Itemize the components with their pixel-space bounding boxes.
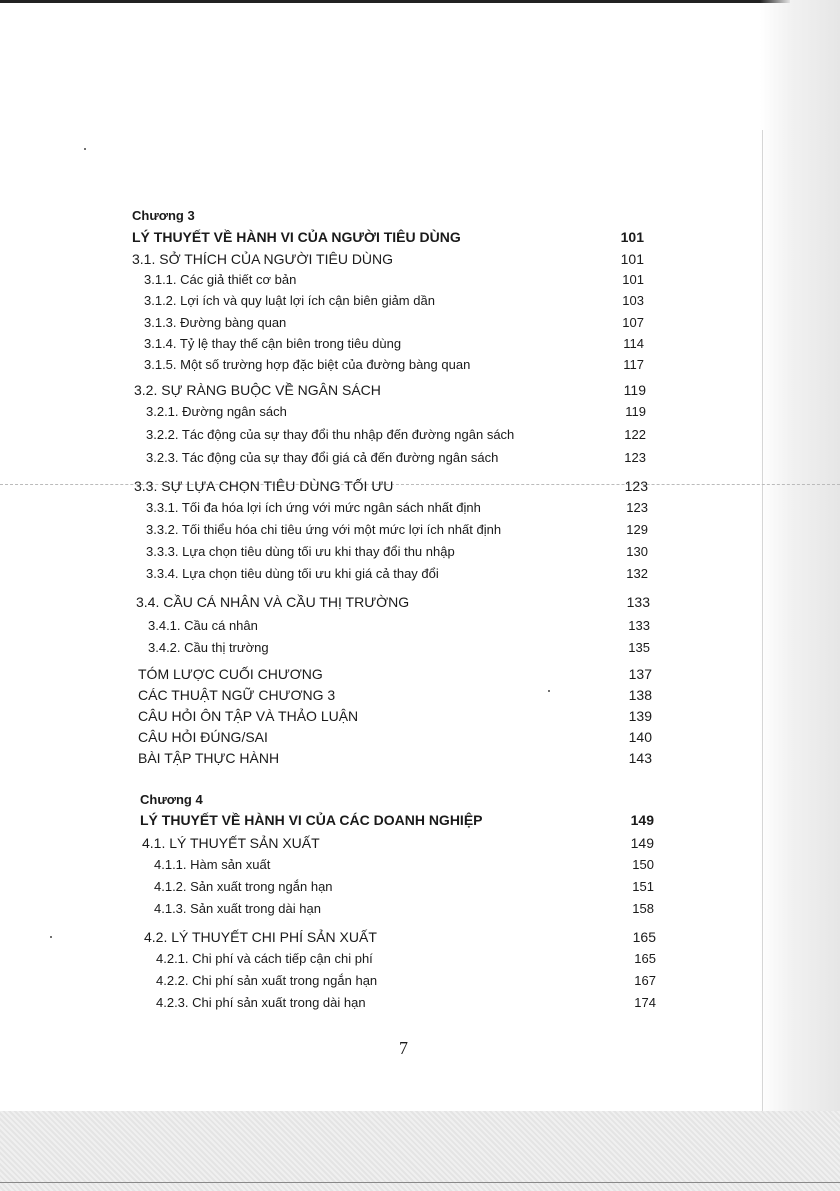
toc-section-row [138, 749, 652, 767]
toc-entry-title: CÂU HỎI ÔN TẬP VÀ THẢO LUẬN [138, 708, 359, 724]
toc-entry-page: 167 [634, 973, 656, 988]
toc-entry-title: 4.2. LÝ THUYẾT CHI PHÍ SẢN XUẤT [144, 929, 377, 945]
toc-entry-title: 4.1. LÝ THUYẾT SẢN XUẤT [142, 835, 320, 851]
chapter-4-title-page: 149 [630, 812, 654, 828]
toc-subsection-row [146, 426, 646, 444]
toc-entry-page: 119 [625, 404, 646, 419]
toc-entry-page: 122 [624, 427, 646, 442]
toc-entry-title: 3.3.3. Lựa chọn tiêu dùng tối ưu khi thay đổi thu nhập [146, 544, 455, 559]
toc-entry-page: 151 [632, 879, 654, 894]
toc-entry-page: 138 [628, 687, 652, 703]
toc-entry-title: 4.2.1. Chi phí và cách tiếp cận chi phí [156, 951, 373, 966]
toc-subsection-row [148, 639, 650, 657]
toc-entry-title: 3.2.2. Tác động của sự thay đổi thu nhập đến đường ngân sách [146, 427, 515, 442]
toc-subsection-row [144, 292, 644, 310]
toc-entry-page: 130 [626, 544, 648, 559]
toc-entry-page: 101 [622, 272, 644, 287]
toc-entry-page: 132 [626, 566, 648, 581]
toc-entry-title: 3.2.1. Đường ngân sách [146, 404, 287, 419]
chapter-3-title-row [132, 228, 644, 246]
toc-subsection-row [146, 449, 646, 467]
toc-entry-page: 135 [628, 640, 650, 655]
toc-entry-page: 174 [634, 995, 656, 1010]
chapter-3-title-page: 101 [620, 229, 644, 245]
toc-section-row [134, 477, 648, 495]
toc-entry-title: 3.4. CẦU CÁ NHÂN VÀ CẦU THỊ TRƯỜNG [136, 594, 410, 610]
toc-entry-title: 3.4.2. Cầu thị trường [148, 640, 269, 655]
scan-bottom-margin [0, 1111, 840, 1191]
toc-subsection-row [144, 356, 644, 374]
toc-entry-page: 133 [628, 618, 650, 633]
scan-edge-line [762, 130, 763, 1130]
scan-speck [84, 148, 86, 150]
page-number: 7 [399, 1038, 408, 1058]
toc-section-row [144, 928, 656, 946]
toc-entry-page: 101 [620, 251, 644, 267]
toc-entry-title: 3.3.2. Tối thiểu hóa chi tiêu ứng với một mức lợi ích nhất định [146, 522, 502, 537]
toc-section-row [136, 593, 650, 611]
toc-entry-title: 3.2.3. Tác động của sự thay đổi giá cả đến đường ngân sách [146, 450, 499, 465]
toc-subsection-row [144, 314, 644, 332]
toc-section-row [134, 381, 646, 399]
toc-entry-title: 3.3. SỰ LỰA CHỌN TIÊU DÙNG TỐI ƯU [134, 478, 394, 494]
toc-subsection-row [156, 972, 656, 990]
toc-entry-page: 123 [624, 450, 646, 465]
toc-entry-title: 4.2.2. Chi phí sản xuất trong ngắn hạn [156, 973, 378, 988]
toc-section-row [132, 250, 644, 268]
chapter-4-title: LÝ THUYẾT VỀ HÀNH VI CỦA CÁC DOANH NGHIỆP [140, 812, 483, 828]
toc-subsection-row [146, 521, 648, 539]
toc-entry-title: 4.1.1. Hàm sản xuất [154, 857, 271, 872]
toc-entry-title: 3.3.4. Lựa chọn tiêu dùng tối ưu khi giá cả thay đổi [146, 566, 439, 581]
toc-subsection-row [156, 994, 656, 1012]
toc-subsection-row [146, 565, 648, 583]
toc-entry-title: 3.1.5. Một số trường hợp đặc biệt của đường bàng quan [144, 357, 471, 372]
toc-entry-page: 129 [626, 522, 648, 537]
toc-entry-title: 4.2.3. Chi phí sản xuất trong dài hạn [156, 995, 366, 1010]
toc-entry-page: 107 [622, 315, 644, 330]
toc-entry-title: 3.4.1. Cầu cá nhân [148, 618, 258, 633]
toc-subsection-row [144, 271, 644, 289]
toc-subsection-row [148, 617, 650, 635]
toc-entry-page: 150 [632, 857, 654, 872]
toc-subsection-row [146, 499, 648, 517]
toc-entry-page: 158 [632, 901, 654, 916]
toc-entry-page: 114 [623, 336, 644, 351]
toc-entry-title: 3.2. SỰ RÀNG BUỘC VỀ NGÂN SÁCH [134, 382, 381, 398]
toc-entry-page: 139 [628, 708, 652, 724]
chapter-3-label: Chương 3 [132, 208, 195, 223]
toc-entry-page: 133 [626, 594, 650, 610]
chapter-4-title-row [140, 811, 654, 829]
toc-entry-page: 140 [628, 729, 652, 745]
toc-subsection-row [154, 856, 654, 874]
toc-subsection-row [146, 543, 648, 561]
chapter-3-title: LÝ THUYẾT VỀ HÀNH VI CỦA NGƯỜI TIÊU DÙNG [132, 229, 461, 245]
toc-entry-page: 103 [622, 293, 644, 308]
toc-section-row [138, 728, 652, 746]
toc-subsection-row [144, 335, 644, 353]
toc-section-row [138, 707, 652, 725]
toc-entry-title: BÀI TẬP THỰC HÀNH [138, 750, 280, 766]
toc-entry-title: 3.1.3. Đường bàng quan [144, 315, 287, 330]
toc-entry-title: 3.1. SỞ THÍCH CỦA NGƯỜI TIÊU DÙNG [132, 251, 394, 267]
scan-bottom-line [0, 1182, 840, 1183]
toc-section-row [138, 686, 652, 704]
toc-entry-title: 3.1.4. Tỷ lệ thay thế cận biên trong tiêu dùng [144, 336, 402, 351]
toc-entry-title: 4.1.2. Sản xuất trong ngắn hạn [154, 879, 333, 894]
toc-subsection-row [146, 403, 646, 421]
toc-entry-title: 3.1.1. Các giả thiết cơ bản [144, 272, 297, 287]
toc-subsection-row [154, 900, 654, 918]
toc-entry-title: 4.1.3. Sản xuất trong dài hạn [154, 901, 321, 916]
toc-entry-title: CÁC THUẬT NGỮ CHƯƠNG 3 [138, 687, 336, 703]
toc-entry-title: TÓM LƯỢC CUỐI CHƯƠNG [138, 666, 323, 682]
toc-entry-page: 165 [634, 951, 656, 966]
toc-entry-page: 165 [632, 929, 656, 945]
toc-entry-page: 149 [630, 835, 654, 851]
toc-entry-title: 3.3.1. Tối đa hóa lợi ích ứng với mức ngân sách nhất định [146, 500, 481, 515]
toc-entry-page: 119 [623, 382, 646, 398]
scan-speck [50, 936, 52, 938]
toc-entry-page: 123 [626, 500, 648, 515]
top-border [0, 0, 790, 3]
chapter-4-label: Chương 4 [140, 792, 203, 807]
toc-subsection-row [154, 878, 654, 896]
toc-section-row [138, 665, 652, 683]
toc-section-row [142, 834, 654, 852]
toc-entry-page: 117 [623, 357, 644, 372]
toc-entry-title: 3.1.2. Lợi ích và quy luật lợi ích cận biên giảm dần [144, 293, 435, 308]
toc-entry-page: 137 [628, 666, 652, 682]
toc-subsection-row [156, 950, 656, 968]
toc-entry-page: 123 [624, 478, 648, 494]
toc-entry-page: 143 [628, 750, 652, 766]
scan-right-margin [760, 0, 840, 1191]
toc-entry-title: CÂU HỎI ĐÚNG/SAI [138, 729, 268, 745]
